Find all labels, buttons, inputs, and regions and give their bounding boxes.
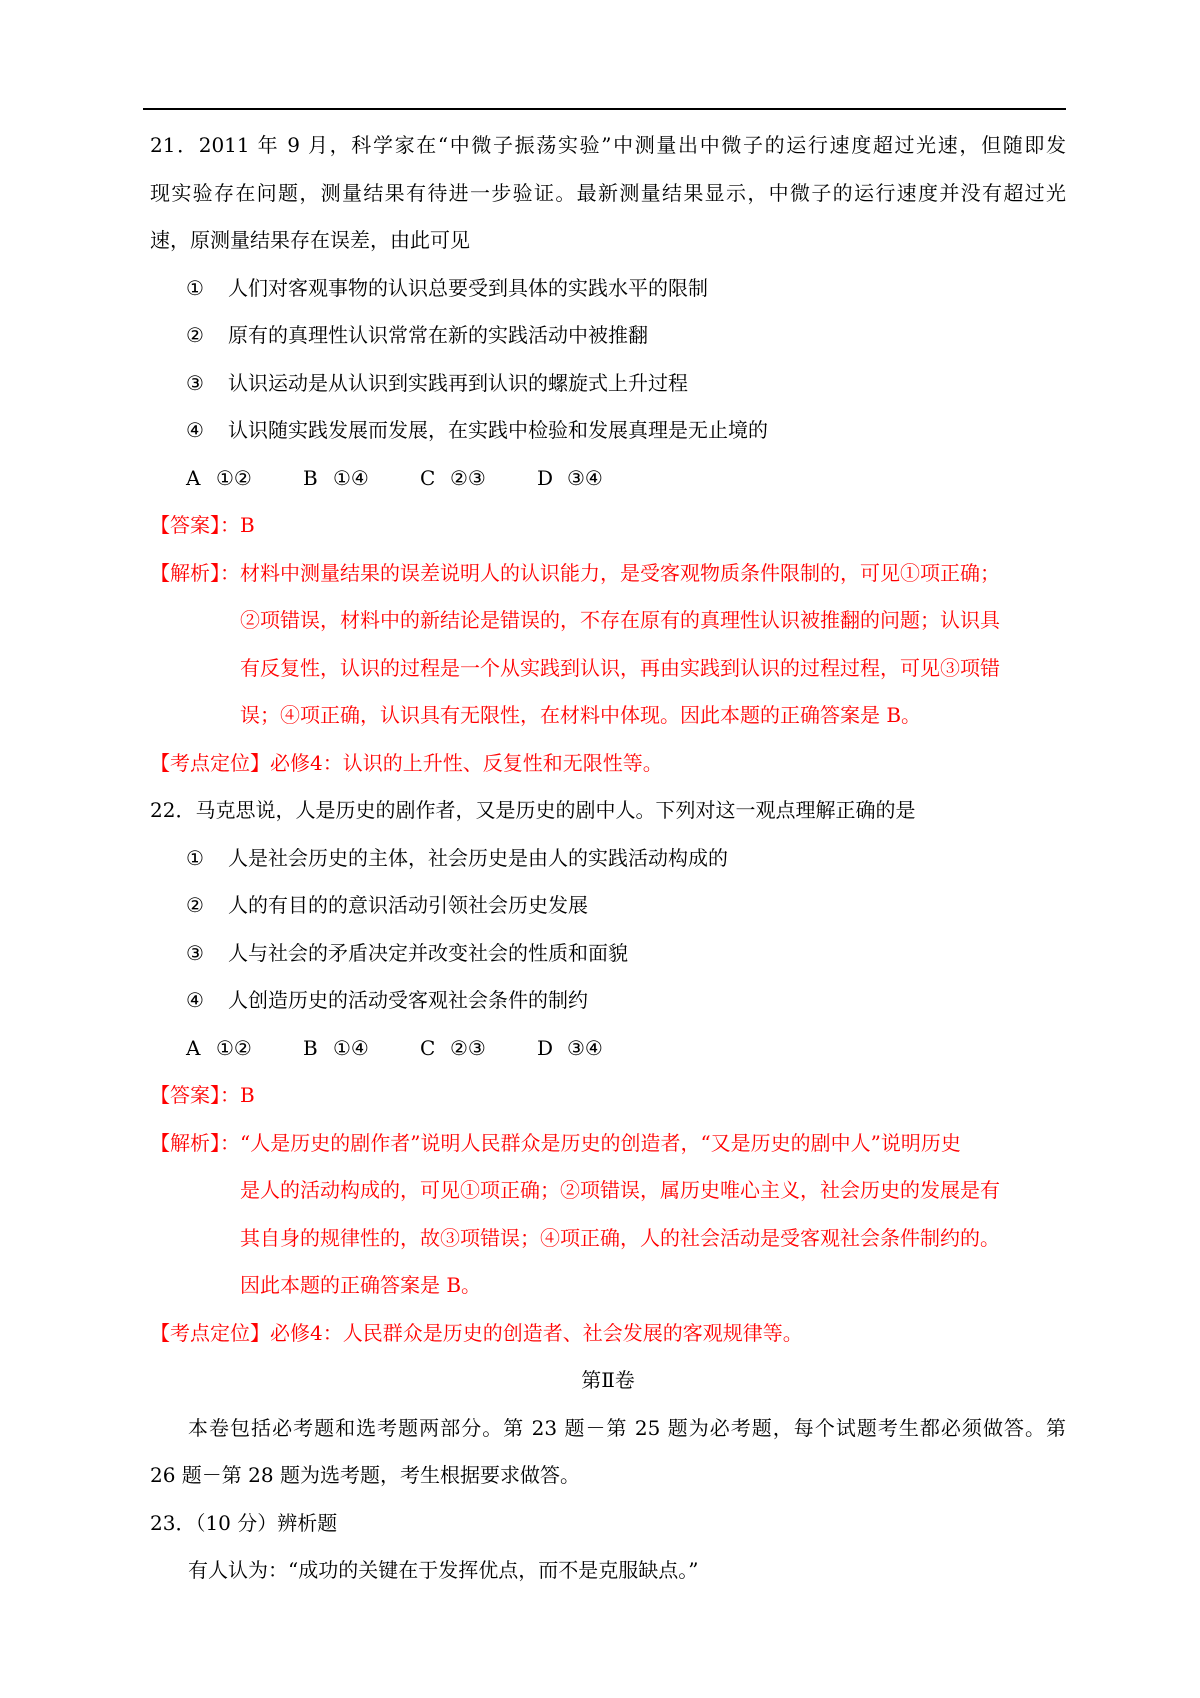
q22-answer: 【答案】：B bbox=[150, 1083, 255, 1107]
q21-analysis-line-1 bbox=[150, 550, 1066, 598]
option-text: 原有的真理性认识常常在新的实践活动中被推翻 bbox=[228, 323, 648, 347]
q22-kaodian: 【考点定位】必修4：人民群众是历史的创造者、社会发展的客观规律等。 bbox=[150, 1320, 803, 1345]
choice-d bbox=[537, 1025, 654, 1073]
choice-c bbox=[420, 1025, 537, 1073]
choice-value: ①④ bbox=[333, 1035, 369, 1060]
q22-stem: 22．马克思说，人是历史的剧作者，又是历史的剧中人。下列对这一观点理解正确的是 bbox=[150, 798, 916, 822]
analysis-label: 【解析】： bbox=[150, 1130, 240, 1155]
page-content bbox=[150, 122, 1066, 1595]
option-number: ① bbox=[186, 275, 204, 300]
choice-d bbox=[537, 455, 654, 503]
analysis-label: 【解析】： bbox=[150, 560, 240, 585]
q21-analysis-line-2: ②项错误，材料中的新结论是错误的，不存在原有的真理性认识被推翻的问题；认识具 bbox=[240, 608, 1000, 632]
q21-option-2 bbox=[150, 312, 1066, 360]
analysis-text: “人是历史的剧作者”说明人民群众是历史的创造者，“又是历史的剧中人”说明历史 bbox=[240, 1130, 961, 1155]
choice-letter: C bbox=[420, 1035, 436, 1060]
choice-value: ③④ bbox=[567, 465, 603, 490]
part-2-title: 第Ⅱ卷 bbox=[581, 1368, 635, 1392]
option-text: 人是社会历史的主体，社会历史是由人的实践活动构成的 bbox=[228, 845, 728, 870]
choice-value: ②③ bbox=[450, 1035, 486, 1060]
part-2-intro-line-2: 26 题－第 28 题为选考题，考生根据要求做答。 bbox=[150, 1463, 580, 1487]
header-rule bbox=[143, 108, 1066, 110]
choice-b bbox=[303, 1025, 420, 1073]
choice-value: ③④ bbox=[567, 1035, 603, 1060]
choice-letter: A bbox=[186, 1035, 201, 1060]
choice-letter: C bbox=[420, 465, 436, 490]
q21-stem-line-2: 现实验存在问题，测量结果有待进一步验证。最新测量结果显示，中微子的运行速度并没有超过光 bbox=[150, 180, 1066, 205]
q21-option-4 bbox=[150, 407, 1066, 455]
question-21 bbox=[150, 122, 1066, 787]
option-text: 人与社会的矛盾决定并改变社会的性质和面貌 bbox=[228, 940, 628, 965]
q21-option-1 bbox=[150, 265, 1066, 313]
choice-a bbox=[186, 455, 303, 503]
choice-a bbox=[186, 1025, 303, 1073]
q21-option-3 bbox=[150, 360, 1066, 408]
analysis-text: 材料中测量结果的误差说明人的认识能力，是受客观物质条件限制的，可见①项正确； bbox=[240, 560, 1000, 585]
choice-letter: D bbox=[537, 1035, 554, 1060]
option-text: 人们对客观事物的认识总要受到具体的实践水平的限制 bbox=[228, 275, 708, 300]
q22-option-3 bbox=[150, 930, 1066, 978]
option-number: ② bbox=[186, 893, 204, 917]
q21-kaodian: 【考点定位】必修4：认识的上升性、反复性和无限性等。 bbox=[150, 750, 663, 775]
q22-analysis-line-4: 因此本题的正确答案是 B。 bbox=[240, 1273, 482, 1297]
option-number: ② bbox=[186, 323, 204, 347]
q23-stem: 23．（10 分）辨析题 bbox=[150, 1510, 338, 1535]
choice-value: ①② bbox=[216, 465, 252, 490]
choice-letter: D bbox=[537, 465, 554, 490]
part-2 bbox=[150, 1357, 1066, 1500]
option-text: 认识随实践发展而发展，在实践中检验和发展真理是无止境的 bbox=[228, 418, 768, 442]
choice-value: ①④ bbox=[333, 465, 369, 490]
option-number: ④ bbox=[186, 418, 204, 442]
choice-b bbox=[303, 455, 420, 503]
q22-option-1 bbox=[150, 835, 1066, 883]
q23-quote: 有人认为：“成功的关键在于发挥优点，而不是克服缺点。” bbox=[188, 1558, 699, 1582]
choice-letter: A bbox=[186, 465, 201, 490]
q22-analysis-line-3: 其自身的规律性的，故③项错误；④项正确，人的社会活动是受客观社会条件制约的。 bbox=[240, 1225, 1000, 1250]
q21-stem-line-1: 21．2011 年 9 月，科学家在“中微子振荡实验”中测量出中微子的运行速度超过光速，但随即发 bbox=[150, 133, 1066, 157]
option-text: 人的有目的的意识活动引领社会历史发展 bbox=[228, 893, 588, 917]
option-text: 认识运动是从认识到实践再到认识的螺旋式上升过程 bbox=[228, 370, 688, 395]
q21-analysis-line-3: 有反复性，认识的过程是一个从实践到认识，再由实践到认识的过程过程，可见③项错 bbox=[240, 655, 1000, 680]
choice-c bbox=[420, 455, 537, 503]
choice-letter: B bbox=[303, 465, 318, 490]
question-22 bbox=[150, 787, 1066, 1357]
option-number: ④ bbox=[186, 988, 204, 1012]
option-number: ③ bbox=[186, 370, 204, 395]
choice-value: ②③ bbox=[450, 465, 486, 490]
q22-choices bbox=[150, 1025, 1066, 1073]
part-2-intro-line-1: 本卷包括必考题和选考题两部分。第 23 题－第 25 题为必考题，每个试题考生都必须做答。第 bbox=[188, 1415, 1066, 1440]
q22-analysis-line-2: 是人的活动构成的，可见①项正确；②项错误，属历史唯心主义，社会历史的发展是有 bbox=[240, 1178, 1000, 1202]
q21-stem-line-3: 速，原测量结果存在误差，由此可见 bbox=[150, 228, 470, 252]
q21-choices bbox=[150, 455, 1066, 503]
q22-option-2 bbox=[150, 882, 1066, 930]
q21-analysis-line-4: 误；④项正确，认识具有无限性，在材料中体现。因此本题的正确答案是 B。 bbox=[240, 703, 922, 727]
question-23 bbox=[150, 1500, 1066, 1595]
option-number: ③ bbox=[186, 940, 204, 965]
option-number: ① bbox=[186, 845, 204, 870]
q21-answer: 【答案】：B bbox=[150, 513, 255, 537]
q22-analysis-line-1 bbox=[150, 1120, 1066, 1168]
choice-value: ①② bbox=[216, 1035, 252, 1060]
q22-option-4 bbox=[150, 977, 1066, 1025]
option-text: 人创造历史的活动受客观社会条件的制约 bbox=[228, 988, 588, 1012]
choice-letter: B bbox=[303, 1035, 318, 1060]
